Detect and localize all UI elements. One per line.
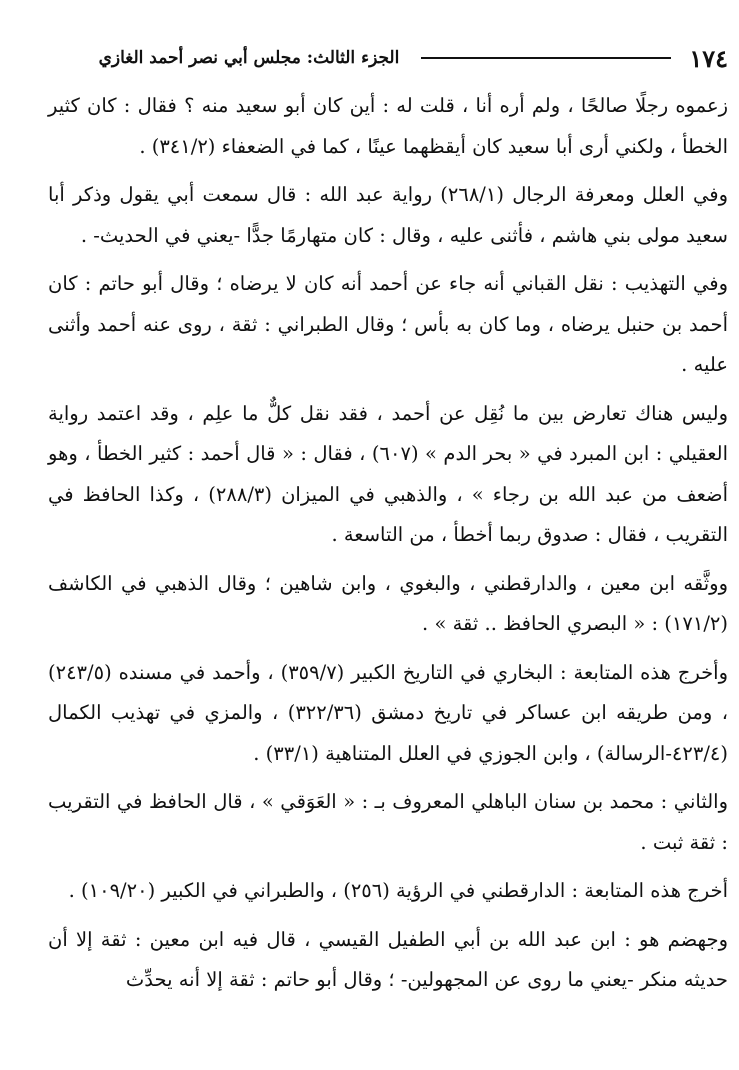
- paragraph-8: أخرج هذه المتابعة : الدارقطني في الرؤية (٢٥٦) ، والطبراني في الكبير (١٠٩/٢٠) .: [68, 879, 728, 902]
- paragraph-6: وأخرج هذه المتابعة : البخاري في التاريخ الكبير (٣٥٩/٧) ، وأحمد في مسنده (٢٤٣/٥) ، ومن طريقه ابن عساكر في تاريخ دمشق (٣٢٢/٣٦) ، والمزي في تهذيب الكمال (٤٢٣/٤-الرسالة) ، وابن الجوزي في العلل المتناهية (٣٣/١) .: [48, 660, 728, 765]
- page-number: ١٧٤: [689, 43, 728, 73]
- paragraph-4: وليس هناك تعارض بين ما نُقِل عن أحمد ، فقد نقل كلٌّ ما علِم ، وقد اعتمد رواية العقيلي : ابن المبرد في « بحر الدم » (٦٠٧) ، فقال : « قال أحمد : كثير الخطأ ، وهو أضعف من عبد الله بن رجاء » ، والذهبي في الميزان (٢٨٨/٣) ، وكذا الحافظ في التقريب ، فقال : صدوق ربما أخطأ ، من التاسعة .: [48, 401, 729, 546]
- paragraph-1: زعموه رجلًا صالحًا ، ولم أره أنا ، قلت له : أين كان أبو سعيد منه ؟ فقال : كان كثير الخطأ ، ولكني أرى أبا سعيد كان أيقظهما عينًا ، كما في الضعفاء (٣٤١/٢) .: [48, 94, 728, 158]
- paragraph-7: والثاني : محمد بن سنان الباهلي المعروف بـ : « العَوَقي » ، قال الحافظ في التقريب : ثقة ثبت .: [48, 790, 728, 854]
- page-body: [48, 86, 728, 1001]
- paragraph-2: وفي العلل ومعرفة الرجال (٢٦٨/١) رواية عبد الله : قال سمعت أبي يقول وذكر أبا سعيد مولى بني هاشم ، فأثنى عليه ، وقال : كان متهارمًا جدًّا -يعني في الحديث- .: [48, 183, 728, 247]
- paragraph-9: وجهضم هو : ابن عبد الله بن أبي الطفيل القيسي ، قال فيه ابن معين : ثقة إلا أن حديثه منكر -يعني ما روى عن المجهولين- ؛ وقال أبو حاتم : ثقة إلا أنه يحدِّث: [48, 927, 728, 991]
- book-page: [48, 40, 728, 1060]
- running-title: الجزء الثالث: مجلس أبي نصر أحمد الغازي: [98, 48, 400, 68]
- page-header: [48, 40, 728, 76]
- paragraph-3: وفي التهذيب : نقل القباني أنه جاء عن أحمد أنه كان لا يرضاه ؛ وقال أبو حاتم : كان أحمد بن حنبل يرضاه ، وما كان به بأس ؛ وقال الطبراني : ثقة ، روى عنه أحمد وأثنى عليه .: [48, 272, 728, 376]
- header-rule: [421, 57, 671, 59]
- paragraph-5: ووثَّقه ابن معين ، والدارقطني ، والبغوي ، وابن شاهين ؛ وقال الذهبي في الكاشف (١٧١/٢) : « البصري الحافظ .. ثقة » .: [48, 571, 728, 635]
